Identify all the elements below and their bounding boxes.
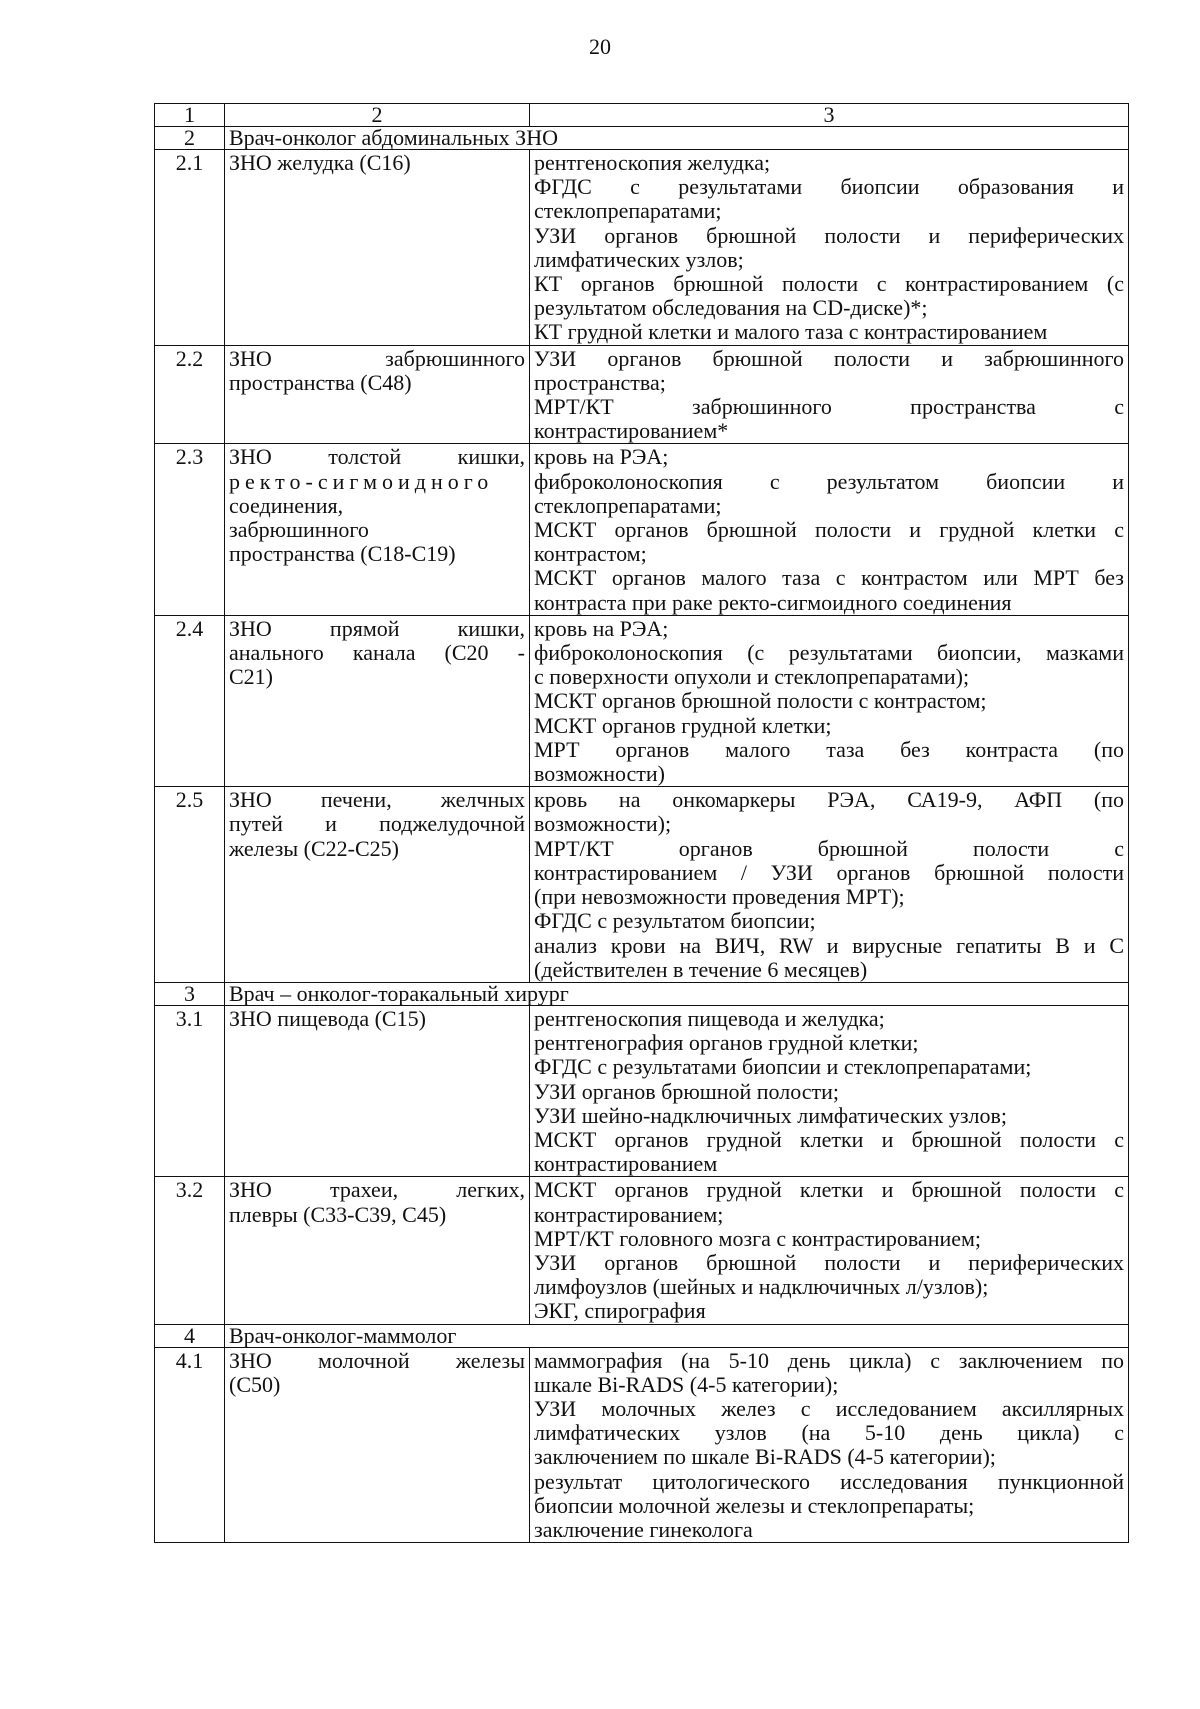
examination-line: заключение гинеколога <box>534 1516 753 1542</box>
section-title: Врач – онколог-торакальный хирург <box>225 982 1129 1005</box>
examination-line: УЗИ молочных желез с исследованием аксиллярных <box>534 1395 1124 1421</box>
examination-line: рентгенография органов грудной клетки; <box>534 1030 919 1056</box>
examination-line: анализ крови на ВИЧ, RW и вирусные гепатиты В и С <box>534 932 1124 958</box>
examinations-cell <box>530 345 1129 444</box>
diagnosis-line: ректо-сигмоидного <box>229 468 494 494</box>
table-row <box>155 444 1129 615</box>
table-row <box>155 615 1129 786</box>
examination-line: контрастированием <box>534 1151 718 1177</box>
diagnosis-line: железы (С22-С25) <box>229 835 399 861</box>
table-header-row <box>155 104 1129 127</box>
examination-line: лимфатических узлов (на 5-10 день цикла) с <box>534 1420 1124 1446</box>
item-number: 2.4 <box>155 615 225 786</box>
examination-line: с поверхности опухоли и стеклопрепаратами); <box>534 664 970 690</box>
examination-line: результат цитологического исследования пункционной <box>534 1468 1124 1494</box>
examination-line: (при невозможности проведения МРТ); <box>534 884 905 910</box>
examination-line: КТ органов брюшной полости с контрастированием (с <box>534 271 1124 297</box>
examination-line: контраста при раке ректо-сигмоидного соединения <box>534 589 1012 615</box>
examinations-cell <box>530 787 1129 983</box>
diagnosis-line: ЗНО пищевода (С15) <box>229 1005 426 1031</box>
diagnosis-line: ЗНО толстой кишки, <box>229 444 525 470</box>
diagnosis-line: пространства (С18-С19) <box>229 541 456 567</box>
examination-line: результатом обследования на CD-диске)*; <box>534 295 928 321</box>
examination-line: МРТ/КТ головного мозга с контрастированием; <box>534 1225 982 1251</box>
examination-line: кровь на РЭА; <box>534 444 669 470</box>
diagnosis-line: (С50) <box>229 1371 281 1397</box>
diagnosis-line: забрюшинного <box>229 517 369 543</box>
examination-line: УЗИ органов брюшной полости; <box>534 1078 840 1104</box>
examination-line: МСКТ органов грудной клетки и брюшной полости с <box>534 1177 1124 1203</box>
examinations-cell <box>530 1005 1129 1176</box>
diagnosis-line: С21) <box>229 664 273 690</box>
examination-line: стеклопрепаратами; <box>534 198 722 224</box>
section-number: 2 <box>155 127 225 150</box>
diagnosis-cell <box>225 345 530 444</box>
header-col-2: 2 <box>225 104 530 127</box>
examination-line: контрастированием; <box>534 1201 724 1227</box>
section-number: 3 <box>155 982 225 1005</box>
examination-line: кровь на РЭА; <box>534 615 669 641</box>
examination-line: МРТ/КТ забрюшинного пространства с <box>534 394 1124 420</box>
diagnosis-cell <box>225 615 530 786</box>
examination-line: контрастом; <box>534 541 647 567</box>
examination-line: фиброколоноскопия с результатом биопсии и <box>534 468 1124 494</box>
examination-line: МСКТ органов брюшной полости и грудной клетки с <box>534 517 1124 543</box>
examinations-cell <box>530 1347 1129 1543</box>
diagnosis-cell <box>225 1347 530 1543</box>
examination-line: возможности) <box>534 761 665 787</box>
examinations-cell <box>530 615 1129 786</box>
examination-line: фиброколоноскопия (с результатами биопсии, мазками <box>534 640 1124 666</box>
section-title: Врач-онколог абдоминальных ЗНО <box>225 127 1129 150</box>
item-number: 3.2 <box>155 1177 225 1324</box>
examination-line: КТ грудной клетки и малого таза с контрастированием <box>534 319 1048 345</box>
examination-line: ФГДС с результатами биопсии образования и <box>534 174 1124 200</box>
table-row <box>155 787 1129 983</box>
examination-line: МСКТ органов малого таза с контрастом или МРТ без <box>534 565 1124 591</box>
header-col-3: 3 <box>530 104 1129 127</box>
examination-line: (действителен в течение 6 месяцев) <box>534 956 868 982</box>
diagnosis-line: ЗНО забрюшинного <box>229 345 525 371</box>
examination-line: рентгеноскопия пищевода и желудка; <box>534 1005 885 1031</box>
examinations-cell <box>530 444 1129 615</box>
header-col-1: 1 <box>155 104 225 127</box>
table-row <box>155 1347 1129 1543</box>
diagnosis-cell <box>225 1177 530 1324</box>
examinations-cell <box>530 1177 1129 1324</box>
diagnosis-cell <box>225 787 530 983</box>
examination-line: пространства; <box>534 369 666 395</box>
item-number: 2.5 <box>155 787 225 983</box>
examination-line: УЗИ органов брюшной полости и периферических <box>534 1249 1124 1275</box>
examination-line: возможности); <box>534 811 672 837</box>
table-row <box>155 150 1129 346</box>
examination-line: стеклопрепаратами; <box>534 492 722 518</box>
examination-line: УЗИ органов брюшной полости и периферических <box>534 222 1124 248</box>
examination-line: контрастированием* <box>534 418 729 444</box>
examination-line: ФГДС с результатом биопсии; <box>534 908 816 934</box>
examination-line: шкале Bi-RADS (4-5 категории); <box>534 1371 839 1397</box>
diagnosis-line: ЗНО молочной железы <box>229 1347 525 1373</box>
examination-line: МРТ/КТ органов брюшной полости с <box>534 835 1124 861</box>
diagnosis-line: пространства (С48) <box>229 369 412 395</box>
examination-line: ФГДС с результатами биопсии и стеклопрепаратами; <box>534 1054 1032 1080</box>
examination-line: маммография (на 5-10 день цикла) с заключением по <box>534 1347 1124 1373</box>
diagnosis-line: соединения, <box>229 492 344 518</box>
section-number: 4 <box>155 1324 225 1347</box>
diagnosis-line: ЗНО желудка (С16) <box>229 150 411 175</box>
item-number: 3.1 <box>155 1005 225 1176</box>
table-body <box>155 104 1129 1543</box>
diagnosis-line: анального канала (С20 - <box>229 640 525 666</box>
examination-line: МСКТ органов грудной клетки и брюшной полости с <box>534 1126 1124 1152</box>
examination-line: биопсии молочной железы и стеклопрепараты; <box>534 1492 975 1518</box>
examination-line: лимфоузлов (шейных и надключичных л/узлов); <box>534 1274 989 1300</box>
examinations-cell <box>530 150 1129 346</box>
section-row <box>155 982 1129 1005</box>
diagnosis-line: ЗНО прямой кишки, <box>229 615 525 641</box>
examination-line: МСКТ органов грудной клетки; <box>534 712 832 738</box>
diagnosis-line: путей и поджелудочной <box>229 811 525 837</box>
item-number: 2.2 <box>155 345 225 444</box>
page-number: 20 <box>589 34 611 59</box>
item-number: 2.1 <box>155 150 225 346</box>
diagnosis-line: плевры (С33-С39, С45) <box>229 1201 447 1227</box>
diagnosis-line: ЗНО трахеи, легких, <box>229 1177 525 1203</box>
item-number: 4.1 <box>155 1347 225 1543</box>
examination-line: рентгеноскопия желудка; <box>534 150 771 175</box>
examination-line: лимфатических узлов; <box>534 246 744 272</box>
examination-table <box>154 103 1129 1543</box>
item-number: 2.3 <box>155 444 225 615</box>
section-row <box>155 1324 1129 1347</box>
examination-line: кровь на онкомаркеры РЭА, СА19-9, АФП (по <box>534 787 1124 813</box>
diagnosis-line: ЗНО печени, желчных <box>229 787 525 813</box>
table-row <box>155 345 1129 444</box>
diagnosis-cell <box>225 1005 530 1176</box>
section-row <box>155 127 1129 150</box>
section-title: Врач-онколог-маммолог <box>225 1324 1129 1347</box>
diagnosis-cell <box>225 444 530 615</box>
examination-line: контрастированием / УЗИ органов брюшной полости <box>534 859 1124 885</box>
examination-line: заключением по шкале Bi-RADS (4-5 категории); <box>534 1444 996 1470</box>
table-row <box>155 1005 1129 1176</box>
examination-line: УЗИ шейно-надключичных лимфатических узлов; <box>534 1102 1008 1128</box>
diagnosis-cell <box>225 150 530 346</box>
examination-line: УЗИ органов брюшной полости и забрюшинного <box>534 345 1124 371</box>
examination-line: МСКТ органов брюшной полости с контрастом; <box>534 688 987 714</box>
examination-line: ЭКГ, спирография <box>534 1298 706 1324</box>
table-row <box>155 1177 1129 1324</box>
examination-line: МРТ органов малого таза без контраста (по <box>534 736 1124 762</box>
